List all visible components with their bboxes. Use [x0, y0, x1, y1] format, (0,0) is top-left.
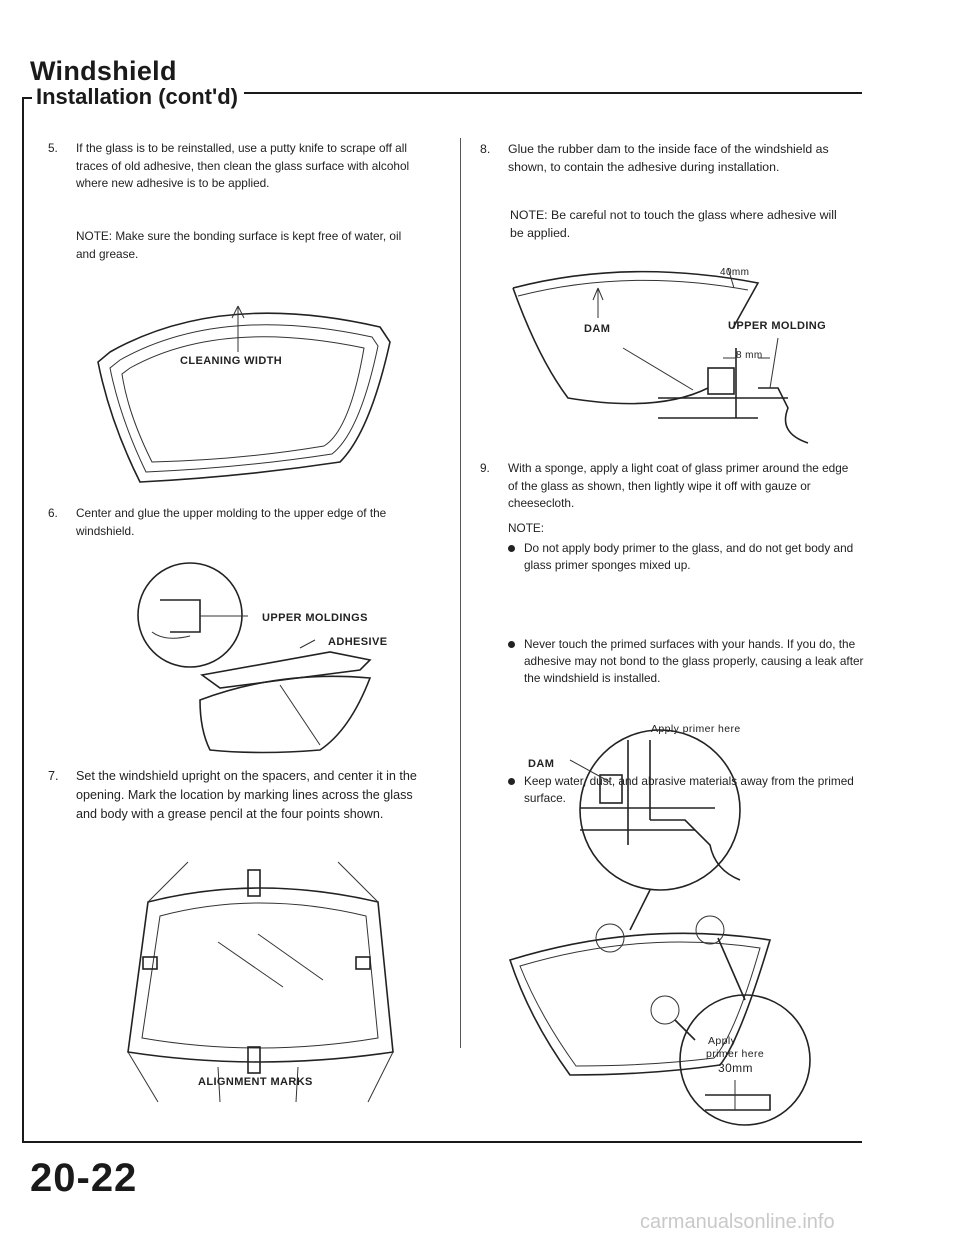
alignment-marks-label: ALIGNMENT MARKS	[198, 1076, 313, 1088]
watermark: carmanualsonline.info	[640, 1211, 835, 1233]
step-text: With a sponge, apply a light coat of glass primer around the edge of the glass as shown, then lightly wipe it off with gauze or cheesecloth.	[508, 461, 849, 510]
dim-8-label: 8 mm	[736, 350, 763, 361]
step-text: Center and glue the upper molding to the upper edge of the windshield.	[76, 506, 387, 538]
dim-30-label: 30mm	[718, 1061, 753, 1075]
step-5-note: NOTE: Make sure the bonding surface is kept free of water, oil and grease.	[76, 229, 402, 261]
note-bullet-text: Never touch the primed surfaces with your hands. If you do, the adhesive may not bond to the glass properly, causing a leak after the windshield is installed.	[524, 637, 864, 685]
step-number: 6.	[48, 506, 58, 520]
step-text: Set the windshield upright on the spacers, and center it in the opening. Mark the location by marking lines across the glass and body with a grease pencil at the four points shown.	[76, 769, 417, 821]
upper-moldings-label: UPPER MOLDINGS	[262, 612, 368, 624]
apply-primer-here-label: Apply primer here	[651, 723, 741, 735]
step-number: 5.	[48, 141, 58, 155]
page-title: Windshield	[30, 56, 177, 86]
step-text: Glue the rubber dam to the inside face of the windshield as shown, to contain the adhesive during installation.	[508, 142, 829, 174]
cleaning-width-figure	[80, 282, 410, 487]
step-9-note-label: NOTE:	[508, 521, 545, 535]
step-number: 8.	[480, 142, 491, 156]
dam-label-2: DAM	[528, 758, 555, 770]
dam-figure	[508, 248, 848, 448]
note-bullet	[508, 540, 864, 574]
step-7	[48, 767, 428, 824]
step-6	[48, 505, 418, 540]
step-9	[480, 460, 850, 513]
bullet-dot-icon	[508, 545, 515, 552]
page-number: 20-22	[30, 1156, 138, 1200]
adhesive-label: ADHESIVE	[328, 636, 388, 648]
step-8-note: NOTE: Be careful not to touch the glass where adhesive will be applied.	[510, 208, 837, 240]
column-divider	[460, 138, 461, 1048]
step-number: 9.	[480, 461, 490, 475]
step-5	[48, 140, 418, 193]
bullet-dot-icon	[508, 641, 515, 648]
step-number: 7.	[48, 769, 59, 783]
alignment-marks-figure	[108, 862, 408, 1107]
note-bullet	[508, 636, 864, 687]
apply-label: Apply	[708, 1035, 737, 1047]
left-border-rule	[22, 97, 24, 1141]
step-text: If the glass is to be reinstalled, use a putty knife to scrape off all traces of old adhesive, then clean the glass surface with alcohol where new adhesive is to be applied.	[76, 141, 410, 190]
primer-figure	[500, 720, 840, 1140]
dam-label: DAM	[584, 323, 611, 335]
step-8	[480, 140, 850, 176]
note-bullet-text: Do not apply body primer to the glass, and do not get body and glass primer sponges mixed up.	[524, 541, 854, 572]
section-title: Installation (cont'd)	[36, 84, 238, 109]
note-bullet-text: Keep water, dust, and abrasive materials away from the primed surface.	[524, 774, 854, 805]
primer-here-label: primer here	[706, 1048, 765, 1060]
section-rule	[244, 92, 862, 94]
bottom-rule	[22, 1141, 862, 1143]
upper-molding-label: UPPER MOLDING	[728, 320, 827, 332]
cleaning-width-label: CLEANING WIDTH	[180, 355, 283, 367]
dim-40-label: 40mm	[720, 267, 750, 278]
upper-molding-figure	[130, 560, 410, 760]
